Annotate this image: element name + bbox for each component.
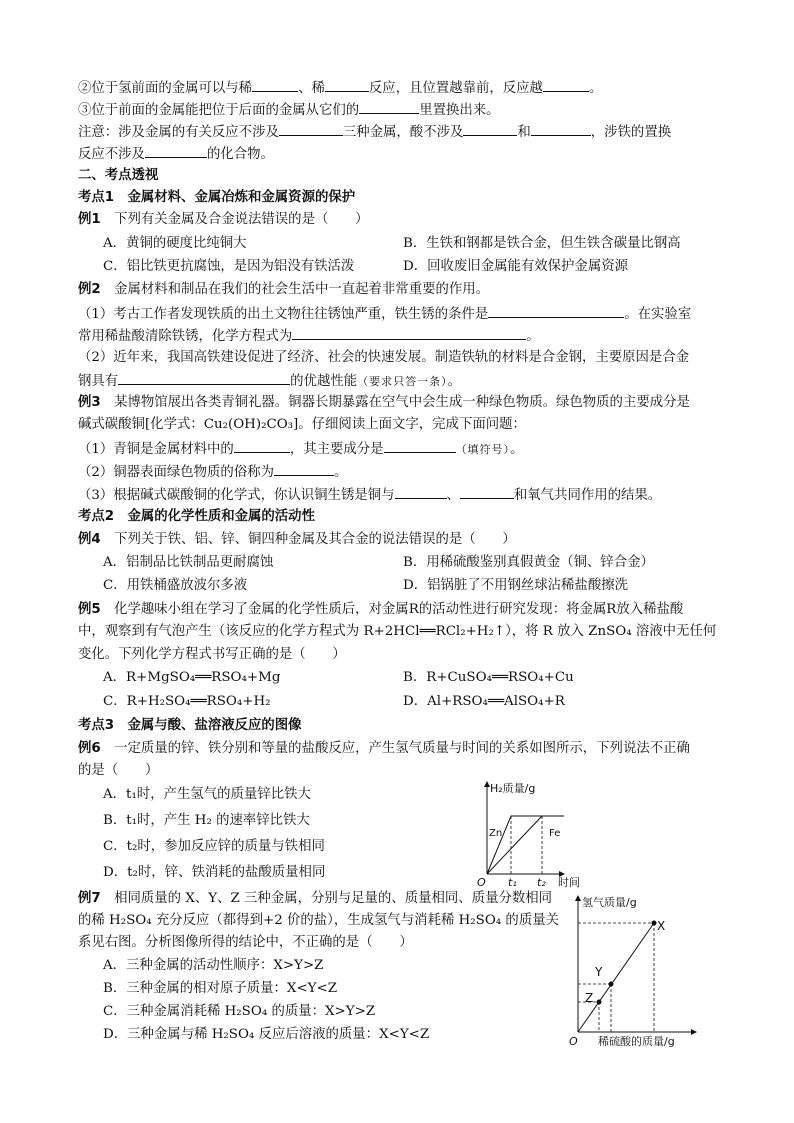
blank[interactable] xyxy=(145,143,207,158)
fe-label: Fe xyxy=(549,828,561,839)
text: 某博物馆展出各类青铜礼器。铜器长期暴露在空气中会生成一种绿色物质。绿色物质的主要成分是 xyxy=(100,395,690,410)
example-1-option-c[interactable]: C．铝比铁更抗腐蚀，是因为铝没有铁活泼 xyxy=(103,259,355,274)
graph-ylabel: 氢气质量/g xyxy=(582,896,637,909)
example-4-option-d[interactable]: D．铝锅脏了不用钢丝球沾稀盐酸擦洗 xyxy=(403,578,628,593)
text: 。在实验室 xyxy=(624,307,692,322)
text: 注意：涉及金属的有关反应不涉及 xyxy=(78,125,279,140)
blank[interactable] xyxy=(384,438,456,453)
blank[interactable] xyxy=(543,77,589,92)
text: 化学趣味小组在学习了金属的化学性质后，对金属R的活动性进行研究发现：将金属R放入稀盐酸 xyxy=(100,602,684,617)
text: 一定质量的锌、铁分别和等量的盐酸反应，产生氢气质量与时间的关系如图所示，下列说法不正确 xyxy=(100,741,690,756)
hint-text: （填符号） xyxy=(455,443,511,456)
label-z: Z xyxy=(585,991,594,1005)
example-label: 例1 xyxy=(78,212,101,227)
graph-origin: O xyxy=(569,1035,578,1048)
intro-line-2 xyxy=(78,99,500,121)
blank[interactable] xyxy=(234,438,290,453)
example-5-option-c[interactable]: C．R+H₂SO₄══RSO₄+H₂ xyxy=(103,694,271,709)
text: 。 xyxy=(447,374,462,389)
blank[interactable] xyxy=(252,77,298,92)
example-3-stem xyxy=(78,393,690,413)
example-2-q1-line2 xyxy=(78,325,540,347)
example-4-option-b[interactable]: B．用稀硫酸鉴别真假黄金（铜、锌合金） xyxy=(403,555,654,570)
example-label: 例2 xyxy=(78,282,101,297)
example-label: 例4 xyxy=(78,532,101,547)
text: 。 xyxy=(334,465,348,480)
example-3-q1 xyxy=(78,438,523,460)
section-title: 二、考点透视 xyxy=(78,168,159,183)
text: 相同质量的 X、Y、Z 三种金属，分别与足量的、质量相同、质量分数相同 xyxy=(100,891,553,906)
blank[interactable] xyxy=(531,121,591,136)
example-7-stem-3: 系见右图。分析图像所得的结论中，不正确的是（ ） xyxy=(78,935,413,950)
intro-line-3 xyxy=(78,121,671,143)
example-5-option-d[interactable]: D．Al+RSO₄══AlSO₄+R xyxy=(403,694,565,709)
graph-ylabel: H₂质量/g xyxy=(490,782,536,795)
blank[interactable] xyxy=(463,121,517,136)
blank[interactable] xyxy=(325,77,369,92)
text: 和氧气共同作用的结果。 xyxy=(513,488,662,503)
example-7-graph xyxy=(566,892,716,1050)
graph-t1: t₁ xyxy=(508,876,517,889)
blank[interactable] xyxy=(488,303,624,318)
text: ③位于前面的金属能把位于后面的金属从它们的 xyxy=(78,103,360,118)
intro-line-4 xyxy=(78,143,274,165)
text: 常用稀盐酸清除铁锈，化学方程式为 xyxy=(78,329,293,344)
text: 。 xyxy=(588,81,603,96)
fe-line xyxy=(487,816,542,874)
graph-origin: O xyxy=(477,876,486,889)
example-6-option-a[interactable]: A．t₁时，产生氢气的质量锌比铁大 xyxy=(103,787,311,802)
text: 金属材料和制品在我们的社会生活中一直起着非常重要的作用。 xyxy=(100,282,490,297)
text: （2）铜器表面绿色物质的俗称为 xyxy=(78,465,274,480)
example-label: 例7 xyxy=(78,891,101,906)
example-2-stem xyxy=(78,280,489,300)
example-5-option-b[interactable]: B．R+CuSO₄══RSO₄+Cu xyxy=(403,670,574,685)
text: ，其主要成分是 xyxy=(289,442,384,457)
example-6-stem-2: 的是（ ） xyxy=(78,763,159,778)
blank[interactable] xyxy=(292,325,526,340)
label-x: X xyxy=(657,919,666,933)
graph-t2: t₂ xyxy=(537,876,546,889)
example-1-option-a[interactable]: A．黄铜的硬度比纯铜大 xyxy=(103,236,247,251)
example-7-option-c[interactable]: C．三种金属消耗稀 H₂SO₄ 的质量：X>Y>Z xyxy=(103,1004,376,1019)
text: 三种金属，酸不涉及 xyxy=(342,125,464,140)
text: ②位于氢前面的金属可以与稀 xyxy=(78,81,253,96)
example-7-option-d[interactable]: D．三种金属与稀 H₂SO₄ 反应后溶液的质量：X<Y<Z xyxy=(103,1027,430,1042)
blank[interactable] xyxy=(395,484,447,499)
blank[interactable] xyxy=(274,461,334,476)
text: 里置换出来。 xyxy=(419,103,500,118)
graph-xlabel: 时间 xyxy=(558,876,580,889)
graph-xlabel: 稀硫酸的质量/g xyxy=(598,1035,675,1048)
example-2-q2-line2 xyxy=(78,370,461,392)
text: 的化合物。 xyxy=(206,147,274,162)
text: 。 xyxy=(510,442,524,457)
example-7-stem-2: 的稀 H₂SO₄ 充分反应（都得到+2 价的盐），生成氢气与消耗稀 H₂SO₄ 的质量关 xyxy=(78,913,559,928)
metal-line xyxy=(578,923,654,1032)
topic-3-title: 考点3 金属与酸、盐溶液反应的图像 xyxy=(78,718,302,733)
zn-label: Zn xyxy=(489,828,503,839)
label-y: Y xyxy=(595,965,603,979)
example-label: 例5 xyxy=(78,602,101,617)
example-2-q1-line1 xyxy=(78,303,691,325)
example-3-stem-2: 碱式碳酸铜[化学式：Cu₂(OH)₂CO₃]。仔细阅读上面文字，完成下面问题： xyxy=(78,417,526,432)
example-1-option-b[interactable]: B．生铁和钢都是铁合金，但生铁含碳量比钢高 xyxy=(403,236,681,251)
hint-text: （要求只答一条） xyxy=(357,375,448,388)
example-5-stem xyxy=(78,600,683,620)
example-6-graph xyxy=(474,778,594,890)
text: 下列关于铁、铝、锌、铜四种金属及其合金的说法错误的是（ ） xyxy=(100,532,516,547)
intro-line-1 xyxy=(78,77,602,99)
text: 和 xyxy=(517,125,531,140)
blank[interactable] xyxy=(359,99,419,114)
example-4-stem xyxy=(78,530,516,550)
example-6-option-b[interactable]: B．t₁时，产生 H₂ 的速率锌比铁大 xyxy=(103,813,310,828)
example-label: 例3 xyxy=(78,395,101,410)
example-3-q3 xyxy=(78,484,661,506)
example-1-stem xyxy=(78,210,369,230)
example-5-option-a[interactable]: A．R+MgSO₄══RSO₄+Mg xyxy=(103,670,281,685)
example-1-option-d[interactable]: D．回收废旧金属能有效保护金属资源 xyxy=(403,259,628,274)
example-label: 例6 xyxy=(78,741,101,756)
text: ，涉铁的置换 xyxy=(590,125,672,140)
example-7-option-b[interactable]: B．三种金属的相对原子质量：X<Y<Z xyxy=(103,981,338,996)
example-6-option-d[interactable]: D．t₂时，锌、铁消耗的盐酸质量相同 xyxy=(103,865,326,880)
text: （1）考古工作者发现铁质的出土文物往往锈蚀严重，铁生锈的条件是 xyxy=(78,307,489,322)
text: 反应，且位置越靠前，反应越 xyxy=(368,81,543,96)
text: 钢具有 xyxy=(78,374,119,389)
text: （1）青铜是金属材料中的 xyxy=(78,442,234,457)
text: 的优越性能 xyxy=(290,374,358,389)
text: 下列有关金属及合金说法错误的是（ ） xyxy=(100,212,369,227)
topic-1-title: 考点1 金属材料、金属冶炼和金属资源的保护 xyxy=(78,190,356,205)
example-5-stem-2: 中，观察到有气泡产生（该反应的化学方程式为 R+2HCl══RCl₂+H₂↑），将 R 放入 ZnSO₄ 溶液中无任何 xyxy=(78,624,717,639)
text: 、 xyxy=(446,488,460,503)
example-5-stem-3: 变化。下列化学方程式书写正确的是（ ） xyxy=(78,647,346,662)
example-4-option-c[interactable]: C．用铁桶盛放波尔多液 xyxy=(103,578,248,593)
example-7-stem xyxy=(78,889,552,909)
example-6-stem xyxy=(78,739,690,759)
example-6-option-c[interactable]: C．t₂时，参加反应锌的质量与铁相同 xyxy=(103,839,325,854)
text: 反应不涉及 xyxy=(78,147,145,162)
blank[interactable] xyxy=(460,484,514,499)
zn-line xyxy=(487,816,564,874)
example-2-q2-line1: （2）近年来，我国高铁建设促进了经济、社会的快速发展。制造铁轨的材料是合金钢，主要原因是合金 xyxy=(78,350,690,365)
text: 。 xyxy=(526,329,540,344)
blank[interactable] xyxy=(118,370,290,385)
example-7-option-a[interactable]: A．三种金属的活动性顺序：X>Y>Z xyxy=(103,958,324,973)
blank[interactable] xyxy=(279,121,343,136)
text: 、稀 xyxy=(298,81,325,96)
example-4-option-a[interactable]: A．铝制品比铁制品更耐腐蚀 xyxy=(103,555,274,570)
topic-2-title: 考点2 金属的化学性质和金属的活动性 xyxy=(78,509,315,524)
text: （3）根据碱式碳酸铜的化学式，你认识铜生锈是铜与 xyxy=(78,488,395,503)
example-3-q2 xyxy=(78,461,347,483)
